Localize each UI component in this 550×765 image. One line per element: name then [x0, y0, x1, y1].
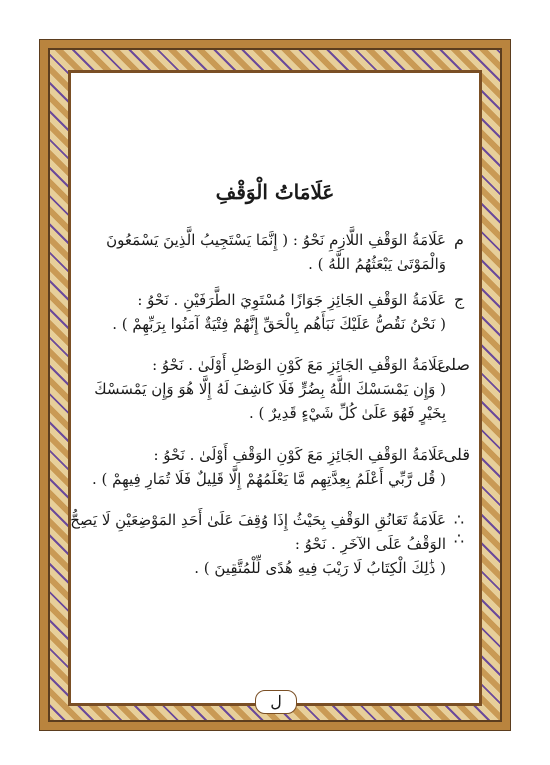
rule-symbol: م: [454, 230, 464, 249]
rule-line: عَلَامَةُ الوَقْفِ الجَائِزِ جَوَازًا مُسْتَوِيَ الطَّرَفَيْنِ . نَحْوُ :: [137, 291, 446, 309]
rule-line: بِخَيْرٍ فَهُوَ عَلَىٰ كُلِّ شَيْءٍ قَدِيرٌ ) .: [248, 404, 446, 422]
rule-line: ( قُل رَّبِّي أَعْلَمُ بِعِدَّتِهِم مَّا يَعْلَمُهُمْ إِلَّا قَلِيلٌ فَلَا تُمَارِ فِيهِمْ ) .: [91, 470, 446, 488]
rule-symbol: صلى: [437, 355, 470, 374]
rule-symbol: قلى: [443, 445, 470, 464]
rule-line: عَلَامَةُ الوَقْفِ الجَائِزِ مَعَ كَوْنِ الوَقْفِ أَوْلَىٰ . نَحْوُ :: [153, 446, 446, 464]
page-content: [70, 80, 470, 690]
rule-line: ( وَإِن يَمْسَسْكَ اللَّهُ بِضُرٍّ فَلَا كَاشِفَ لَهُ إِلَّا هُوَ وَإِن يَمْسَسْكَ: [94, 380, 446, 398]
rule-line: الوَقْفُ عَلَى الآخَرِ . نَحْوُ :: [294, 535, 446, 553]
rule-line: عَلَامَةُ الوَقْفِ الجَائِزِ مَعَ كَوْنِ الوَصْلِ أَوْلَىٰ . نَحْوُ :: [152, 356, 446, 374]
rule-line: ( نَحْنُ نَقُصُّ عَلَيْكَ نَبَأَهُم بِالْحَقِّ إِنَّهُمْ فِتْيَةٌ آمَنُوا بِرَبِّهِمْ ) .: [112, 315, 446, 333]
rule-line: عَلَامَةُ تَعَانُقِ الوَقْفِ بِحَيْثُ إِذَا وُقِفَ عَلَىٰ أَحَدِ المَوْضِعَيْنِ لَا يَصِحُّ: [70, 511, 446, 529]
rule-symbol: ج: [453, 290, 465, 309]
rule-symbol: ∴ ∴: [453, 510, 465, 548]
rule-line: وَالْمَوْتَىٰ يَبْعَثُهُمُ اللَّهُ ) .: [308, 255, 446, 273]
page-title: عَلَامَاتُ الْوَقْفِ: [215, 180, 335, 204]
rule-line: ( ذَٰلِكَ الْكِتَابُ لَا رَيْبَ فِيهِ هُدًى لِّلْمُتَّقِينَ ) .: [194, 559, 446, 577]
page-number: ل: [255, 690, 297, 714]
rule-line: عَلَامَةُ الوَقْفِ اللَّازِمِ نَحْوُ : ( إِنَّمَا يَسْتَجِيبُ الَّذِينَ يَسْمَعُونَ: [106, 231, 446, 249]
